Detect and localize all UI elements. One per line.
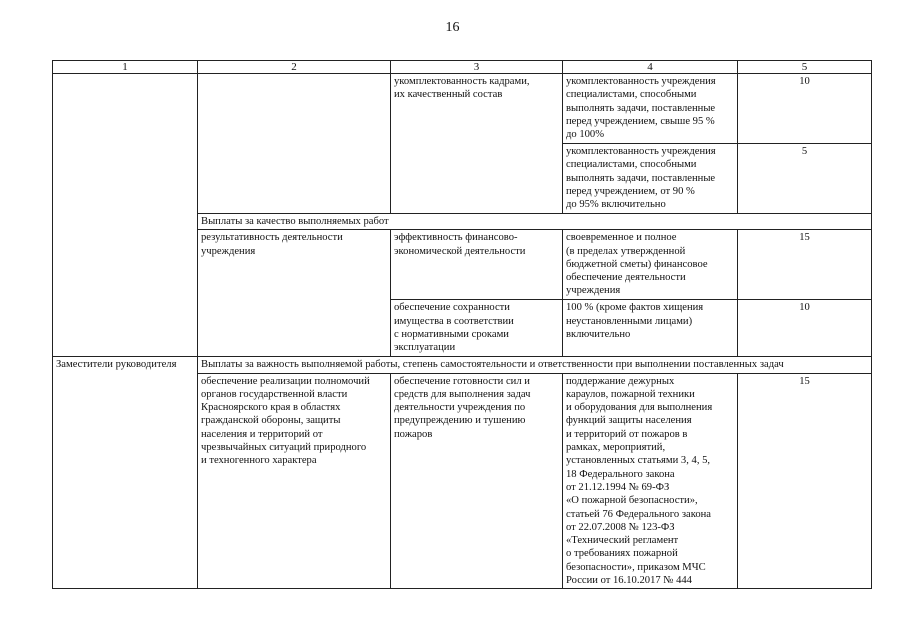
column-header-4: 4 xyxy=(563,61,738,74)
table-row xyxy=(53,373,872,589)
criterion-civil-defense: обеспечение реализации полномочий органов государственной власти Красноярского края в областях гражданской обороны, защиты населения и территорий от чрезвычайных ситуаций природного и техногенного характера xyxy=(198,373,391,589)
table-cell-empty xyxy=(53,74,198,357)
column-header-5: 5 xyxy=(738,61,872,74)
indicator-property-safety: обеспечение сохранности имущества в соответствии с нормативными сроками эксплуатации xyxy=(391,300,563,357)
points-value: 5 xyxy=(738,144,872,214)
table-cell-empty xyxy=(53,373,198,589)
section-heading-importance: Выплаты за важность выполняемой работы, степень самостоятельности и ответственности при выполнении поставленных задач xyxy=(198,357,872,373)
header-row xyxy=(53,61,872,74)
criterion-staffing: укомплектованность кадрами, их качественный состав xyxy=(391,74,563,214)
condition-financial: своевременное и полное (в пределах утвержденной бюджетной сметы) финансовое обеспечение деятельности учреждения xyxy=(563,230,738,300)
indicator-fire-readiness: обеспечение готовности сил и средств для выполнения задач деятельности учреждения по предупреждению и тушению пожаров xyxy=(391,373,563,589)
indicator-financial-efficiency: эффективность финансово- экономической деятельности xyxy=(391,230,563,300)
condition-staffing-95-100: укомплектованность учреждения специалистами, способными выполнять задачи, поставленные перед учреждением, свыше 95 % до 100% xyxy=(563,74,738,144)
criterion-performance: результативность деятельности учреждения xyxy=(198,230,391,357)
position-deputies: Заместители руководителя xyxy=(53,357,198,373)
column-header-3: 3 xyxy=(391,61,563,74)
table-row xyxy=(53,74,872,144)
points-value: 10 xyxy=(738,74,872,144)
table-row xyxy=(53,357,872,373)
condition-property: 100 % (кроме фактов хищения неустановленными лицами) включительно xyxy=(563,300,738,357)
criteria-table xyxy=(52,60,872,589)
column-header-1: 1 xyxy=(53,61,198,74)
table-cell-empty xyxy=(198,74,391,214)
section-heading-quality: Выплаты за качество выполняемых работ xyxy=(198,214,872,230)
points-value: 15 xyxy=(738,230,872,300)
points-value: 10 xyxy=(738,300,872,357)
condition-staffing-90-95: укомплектованность учреждения специалистами, способными выполнять задачи, поставленные перед учреждением, от 90 % до 95% включительно xyxy=(563,144,738,214)
column-header-2: 2 xyxy=(198,61,391,74)
page-number: 16 xyxy=(445,20,460,35)
points-value: 15 xyxy=(738,373,872,589)
condition-fire-duty: поддержание дежурных караулов, пожарной техники и оборудования для выполнения функций защиты населения и территорий от пожаров в рамках, мероприятий, установленных статьями 3, 4, 5, 18 Федерального закона от 21.12.1994 № 69-ФЗ «О пожарной безопасности», статьей 76 Федерального закона от 22.07.2008 № 123-ФЗ «Технический регламент о требованиях пожарной безопасности», приказом МЧС России от 16.10.2017 № 444 xyxy=(563,373,738,589)
